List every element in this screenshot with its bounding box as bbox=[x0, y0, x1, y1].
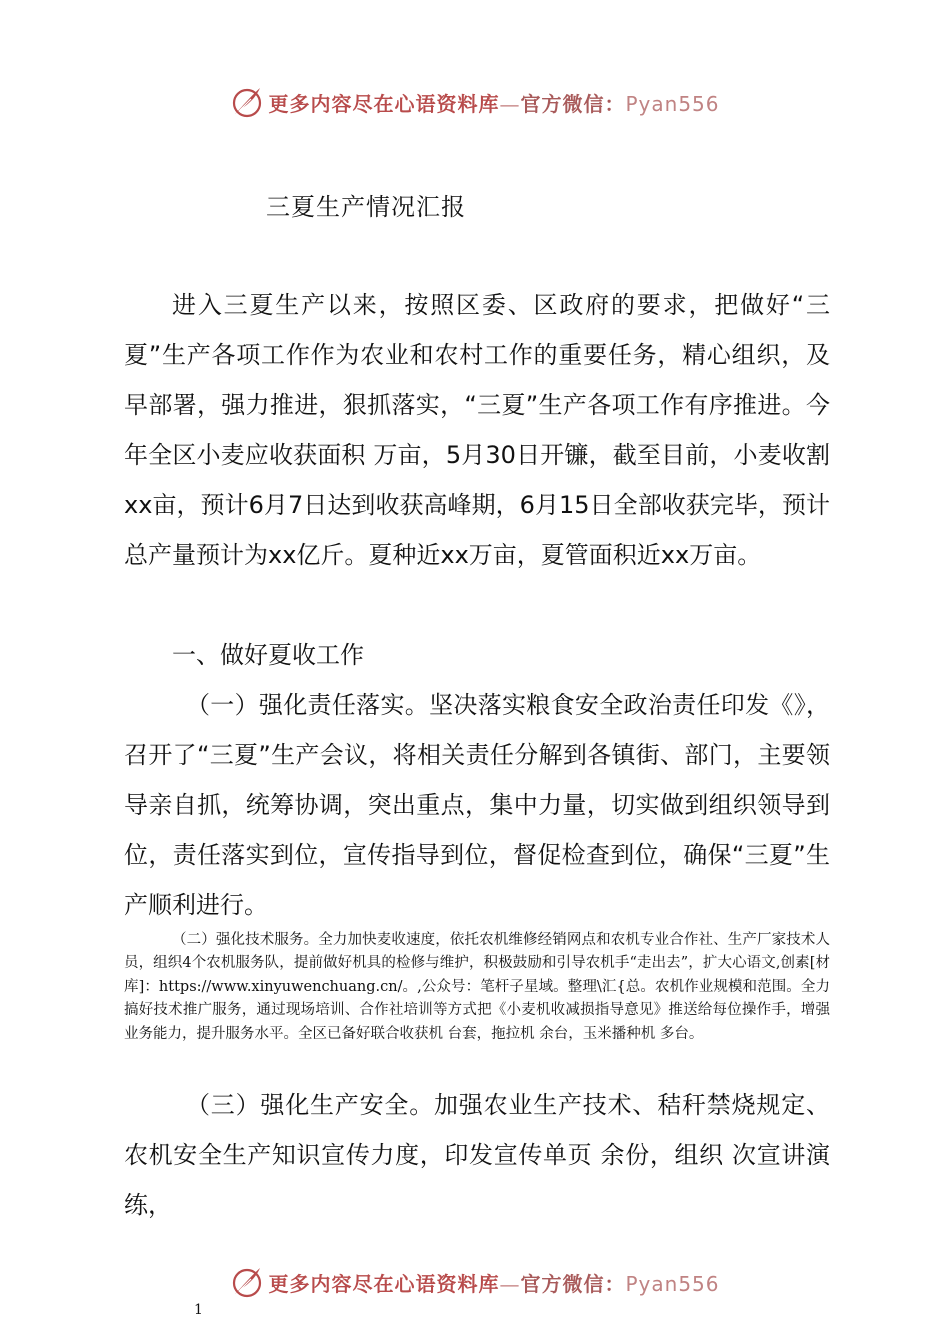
quill-pen-logo-icon bbox=[230, 1265, 264, 1299]
watermark-separator: — bbox=[499, 91, 521, 116]
watermark-separator: — bbox=[499, 1271, 521, 1296]
section-heading-summer-harvest: 一、做好夏收工作 bbox=[172, 641, 364, 669]
item-production-safety bbox=[124, 1080, 830, 1230]
watermark-wechat-label: 官方微信： bbox=[520, 91, 626, 116]
watermark-site-name: 更多内容尽在心语资料库 bbox=[268, 91, 500, 116]
item-responsibility bbox=[124, 680, 830, 930]
quill-pen-logo-icon bbox=[230, 85, 264, 119]
watermark-footer bbox=[0, 1262, 950, 1302]
item-technical-service bbox=[124, 929, 830, 1046]
watermark-wechat-handle: Pyan556 bbox=[625, 91, 720, 116]
intro-text: 进入三夏生产以来，按照区委、区政府的要求，把做好“三夏”生产各项工作作为农业和农村工作的重要任务，精心组织，及早部署，强力推进，狠抓落实，“三夏”生产各项工作有序推进。今年全区小麦应收获面积 万亩，5月30日开镰，截至目前，小麦收割xx亩，预计6月7日达到收获高峰期，6月15日全部收获完毕，预计总产量预计为xx亿斤。夏种近xx万亩，夏管面积近xx万亩。 bbox=[124, 291, 830, 569]
item-responsibility-text: （一）强化责任落实。坚决落实粮食安全政治责任印发《》，召开了“三夏”生产会议，将相关责任分解到各镇街、部门，主要领导亲自抓，统筹协调，突出重点，集中力量，切实做到组织领导到位，责任落实到位，宣传指导到位，督促检查到位，确保“三夏”生产顺利进行。 bbox=[124, 691, 830, 919]
watermark-wechat-label: 官方微信： bbox=[520, 1271, 626, 1296]
item-production-safety-text: （三）强化生产安全。加强农业生产技术、秸秆禁烧规定、农机安全生产知识宣传力度，印发宣传单页 余份，组织 次宣讲演练， bbox=[124, 1091, 830, 1219]
watermark-site-name: 更多内容尽在心语资料库 bbox=[268, 1271, 500, 1296]
document-title: 三夏生产情况汇报 bbox=[266, 193, 466, 221]
watermark-wechat-handle: Pyan556 bbox=[625, 1271, 720, 1296]
page-number: 1 bbox=[194, 1302, 203, 1318]
watermark-header bbox=[0, 82, 950, 122]
intro-paragraph bbox=[124, 280, 830, 580]
item-technical-service-text: （二）强化技术服务。全力加快麦收速度，依托农机维修经销网点和农机专业合作社、生产厂家技术人员，组织4个农机服务队，提前做好机具的检修与维护，积极鼓励和引导农机手“走出去”，扩大心语文,创素[材库]：https://www.xinyuwenchuang.cn/。,公众号：笔杆子星域。整理\汇{总。农机作业规模和范围。全力搞好技术推广服务，通过现场培训、合作社培训等方式把《小麦机收减损指导意见》推送给每位操作手，增强业务能力，提升服务水平。全区已备好联合收获机 台套，拖拉机 余台，玉米播种机 多台。 bbox=[124, 932, 830, 1042]
